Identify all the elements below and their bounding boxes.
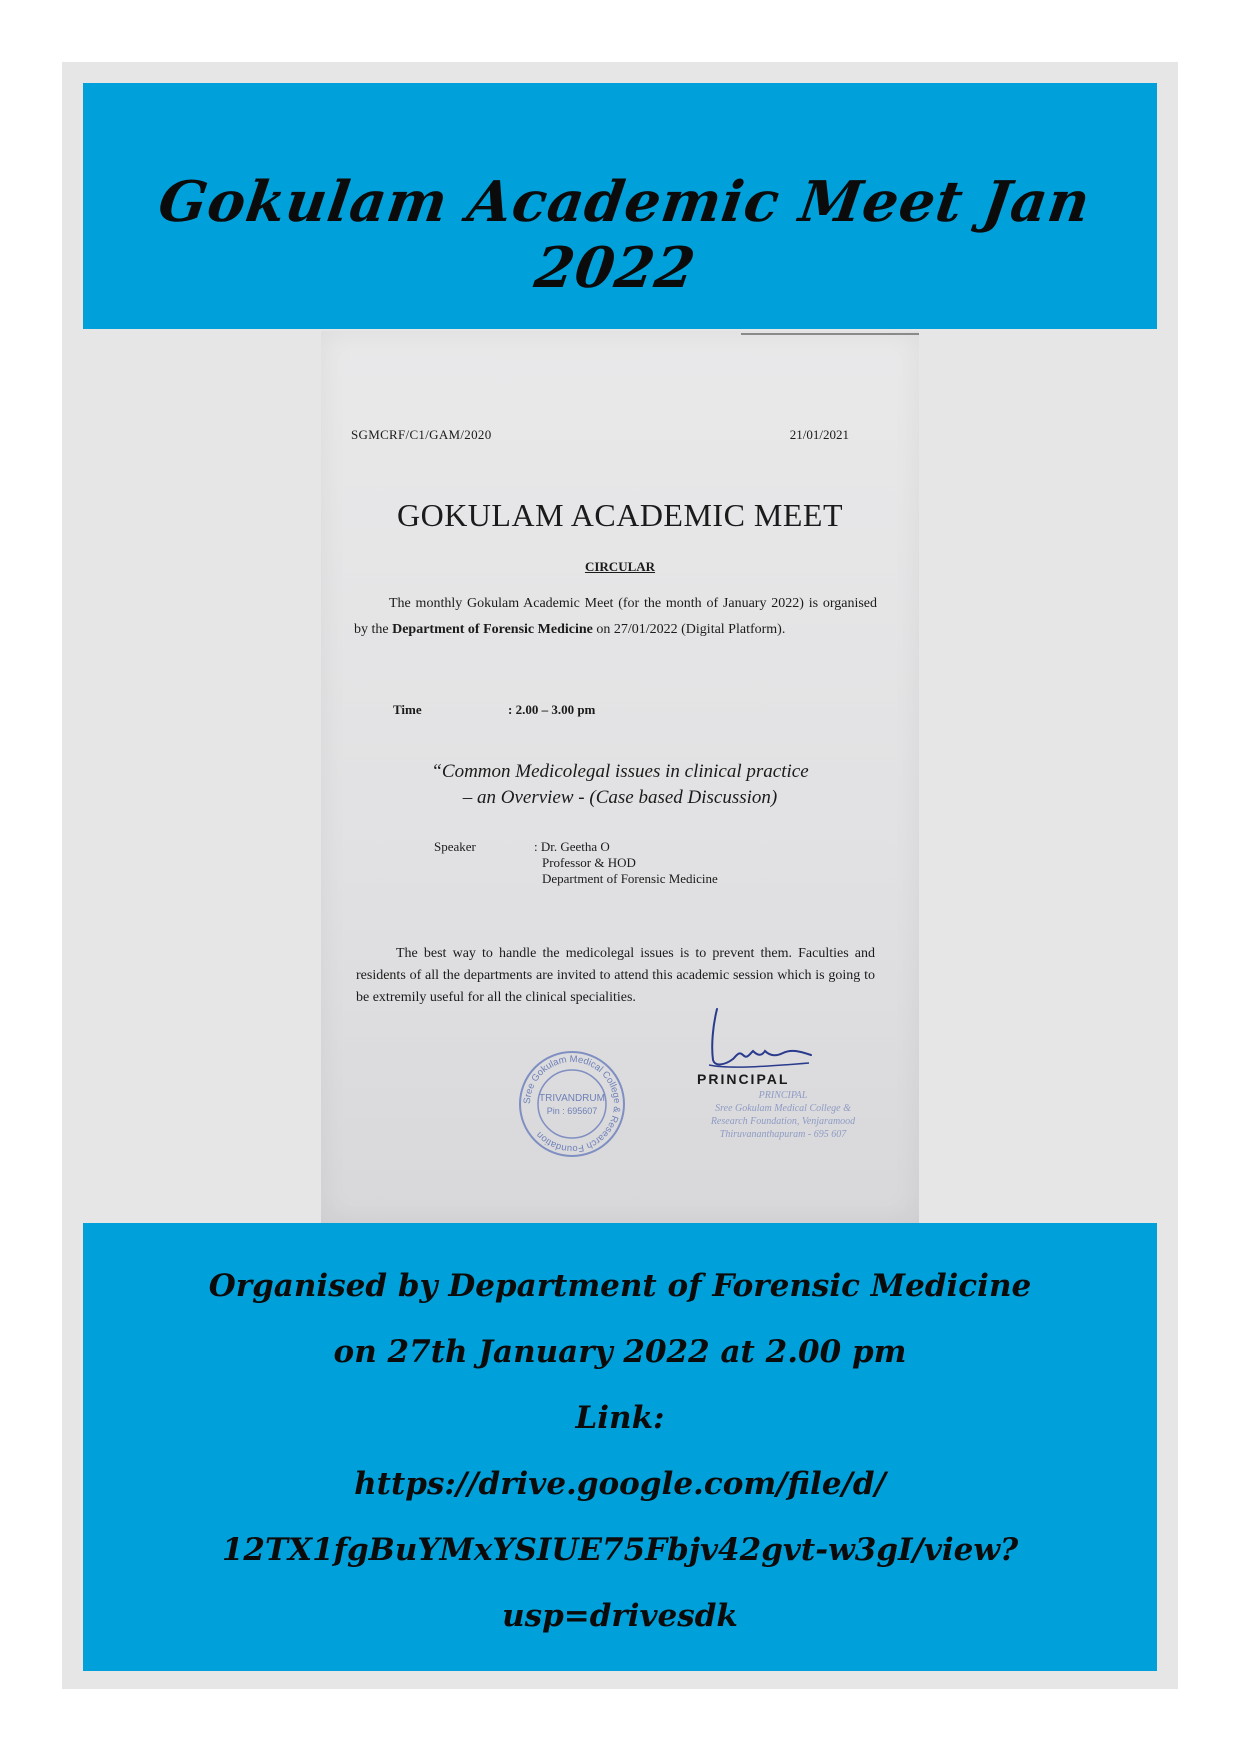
circular-title: GOKULAM ACADEMIC MEET: [396, 497, 844, 533]
intro-text-a: The monthly Gokulam Academic Meet (for the month of January 2022) is organised by the: [354, 596, 877, 637]
circular-invitation-paragraph: The best way to handle the medicolegal issues is to prevent them. Faculties and residents of all the departments are invited to attend this academic session which is going to be extremily useful for all the clinical specialities.: [356, 946, 875, 1005]
session-topic: [321, 759, 919, 811]
circular-date: 21/01/2021: [789, 427, 849, 442]
stamp-line-1: PRINCIPAL: [758, 1090, 808, 1101]
speaker-name: : Dr. Geetha O: [534, 839, 610, 854]
intro-text-b: on 27/01/2022 (Digital Platform).: [592, 622, 786, 637]
page-title: Gokulam Academic Meet Jan 2022: [154, 169, 1095, 301]
principal-label: PRINCIPAL: [697, 1071, 790, 1087]
topic-line-2: – an Overview - (Case based Discussion): [462, 787, 778, 808]
organiser-line: Organised by Department of Forensic Medicine: [208, 1268, 1032, 1304]
time-label: Time: [393, 702, 422, 717]
footer-banner: [83, 1223, 1157, 1671]
speaker-department: Department of Forensic Medicine: [542, 871, 718, 886]
stamp-line-2: Sree Gokulam Medical College &: [715, 1103, 851, 1114]
date-time-line: on 27th January 2022 at 2.00 pm: [333, 1334, 907, 1370]
speaker-label: Speaker: [434, 839, 476, 854]
stamp-line-4: Thiruvananthapuram - 695 607: [719, 1129, 847, 1140]
principal-signature: [699, 1005, 819, 1075]
college-seal-icon: [517, 1049, 627, 1159]
circular-document-photo: [321, 331, 919, 1223]
reference-number: SGMCRF/C1/GAM/2020: [351, 427, 492, 442]
intro-department: Department of Forensic Medicine: [392, 622, 593, 637]
link-url-part-2[interactable]: 12TX1fgBuYMxYSIUE75Fbjv42gvt-w3gI/view?: [221, 1532, 1019, 1568]
header-banner: [83, 83, 1157, 329]
seal-ring-text: Sree Gokulam Medical College & Research Foundation: [521, 1053, 623, 1155]
topic-line-1: “Common Medicolegal issues in clinical practice: [431, 761, 809, 782]
speaker-title: Professor & HOD: [542, 855, 636, 870]
time-value: : 2.00 – 3.00 pm: [508, 702, 596, 717]
speaker-info: [534, 839, 718, 887]
stamp-line-3: Research Foundation, Venjaramood: [710, 1116, 856, 1127]
paper-edge: [741, 333, 919, 335]
link-url-part-3[interactable]: usp=drivesdk: [502, 1598, 738, 1634]
event-details: [83, 1253, 1157, 1649]
principal-stamp: [693, 1089, 873, 1141]
link-url-part-1[interactable]: https://drive.google.com/file/d/: [354, 1466, 886, 1502]
seal-center-line-2: Pin : 695607: [546, 1106, 598, 1116]
seal-center-line-1: TRIVANDRUM: [539, 1093, 605, 1104]
circular-subtitle: CIRCULAR: [584, 559, 656, 574]
link-label: Link:: [575, 1400, 665, 1436]
circular-intro-paragraph: [354, 591, 877, 643]
